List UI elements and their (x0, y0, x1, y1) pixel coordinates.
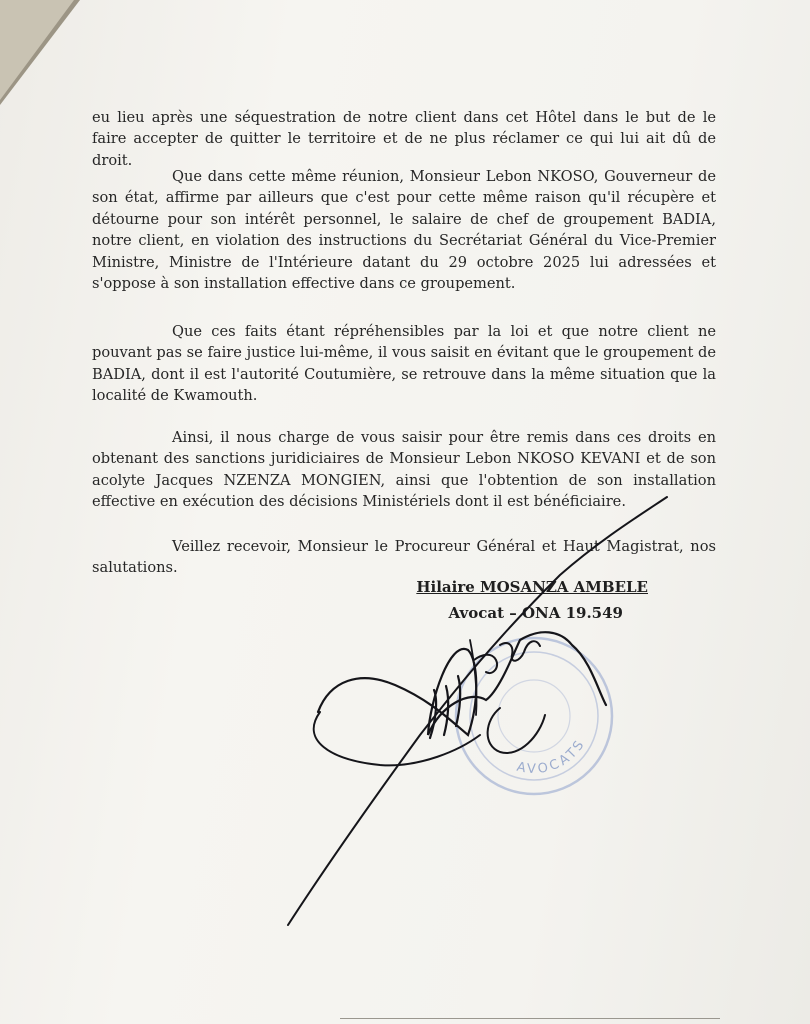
paragraph-1: eu lieu après une séquestration de notre client dans cet Hôtel dans le but de le faire accepter de quitter le territoire et de ne plus réclamer ce qui lui ait dû de droit. (92, 108, 716, 169)
signatory-title: Avocat – ONA 19.549 (448, 604, 623, 622)
official-stamp (448, 630, 620, 802)
folded-corner-inner (0, 0, 74, 100)
closing-paragraph: Veillez recevoir, Monsieur le Procureur Général et Haut Magistrat, nos salutations. (92, 537, 716, 577)
signatory-name: Hilaire MOSANZA AMBELE (416, 578, 648, 596)
stamp-text: AVOCATS (515, 735, 589, 778)
paragraph-2: Que dans cette même réunion, Monsieur Lebon NKOSO, Gouverneur de son état, affirme par ailleurs que c'est pour cette même raison qu'il récupère et détourne pour son intérêt personnel, le salaire de chef de groupement BADIA, notre client, en violation des instructions du Secrétariat Général du Vice-Premier Ministre, Ministre de l'Intérieure datant du 29 octobre 2025 lui adressées et s'oppose à son installation effective dans ce groupement. (92, 167, 716, 293)
bottom-rule (340, 1018, 720, 1019)
paragraph-3: Que ces faits étant répréhensibles par la loi et que notre client ne pouvant pas se faire justice lui-même, il vous saisit en évitant que le groupement de BADIA, dont il est l'autorité Coutumière, se retrouve dans la même situation que la localité de Kwamouth. (92, 322, 716, 405)
paragraph-4: Ainsi, il nous charge de vous saisir pour être remis dans ces droits en obtenant des sanctions juridiciaires de Monsieur Lebon NKOSO KEVANI et de son acolyte Jacques NZENZA MONGIEN, ainsi que l'obtention de son installation effective en exécution des décisions Ministériels dont il est bénéficiaire. (92, 428, 716, 511)
